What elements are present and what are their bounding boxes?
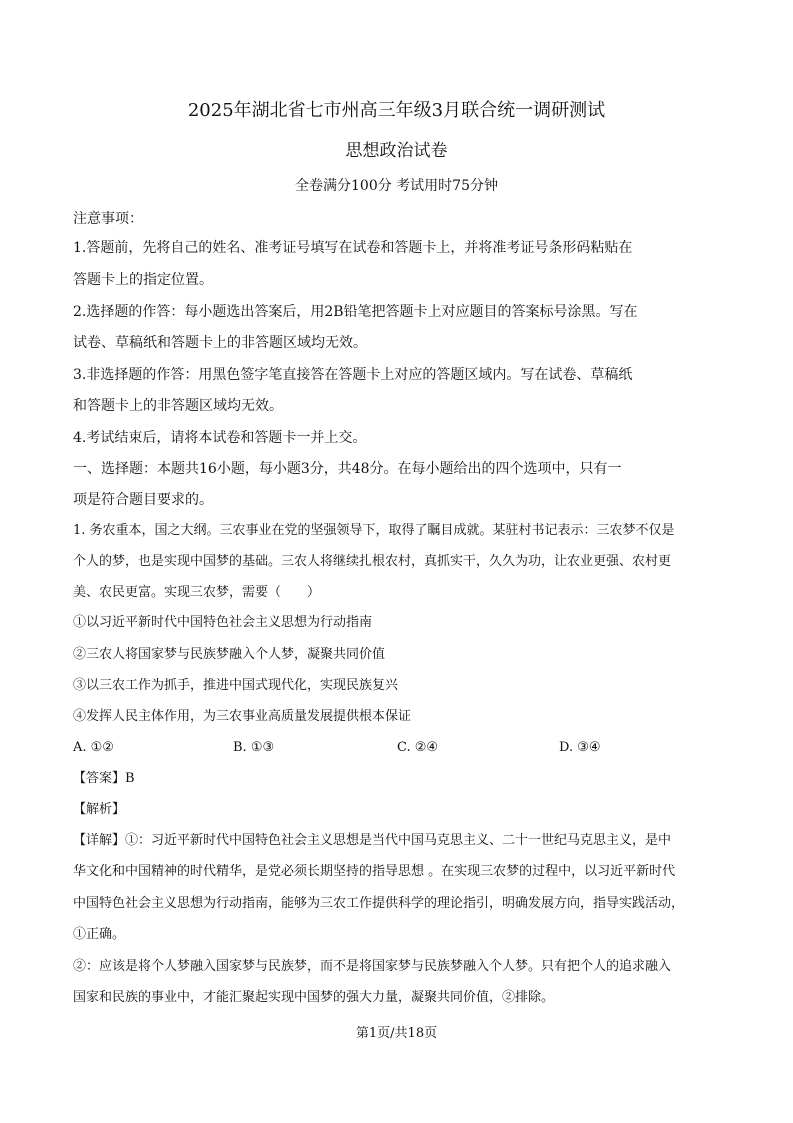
option-d: D. ③④ [559, 740, 601, 755]
question-stem-line-2: 个人的梦，也是实现中国梦的基础。三农人将继续扎根农村，真抓实干，久久为功，让农业更强、农村更 [73, 554, 672, 569]
notice-heading: 注意事项： [73, 211, 143, 227]
detail-line-4: ①正确。 [73, 927, 126, 942]
statement-1: ①以习近平新时代中国特色社会主义思想为行动指南 [73, 615, 373, 630]
notice-item-3: 3.非选择题的作答：用黑色签字笔直接答在答题卡上对应的答题区域内。写在试卷、草稿纸 [73, 367, 633, 383]
detail-line-6: 国家和民族的事业中，才能汇聚起实现中国梦的强大力量，凝聚共同价值，②排除。 [73, 990, 555, 1005]
detail-line-5: ②：应该是将个人梦融入国家梦与民族梦，而不是将国家梦与民族梦融入个人梦。只有把个人的追求融入 [73, 959, 672, 974]
analysis-heading: 【解析】 [73, 802, 126, 817]
exam-meta: 全卷满分100分 考试用时75分钟 [295, 178, 498, 194]
notice-item-3-cont: 和答题卡上的非答题区域均无效。 [73, 398, 283, 414]
detail-line-1: 【详解】①：习近平新时代中国特色社会主义思想是当代中国马克思主义、二十一世纪马克思主义，是中 [73, 833, 672, 848]
notice-item-1-cont: 答题卡上的指定位置。 [73, 272, 213, 288]
notice-item-2: 2.选择题的作答：每小题选出答案后，用2B铅笔把答题卡上对应题目的答案标号涂黑。写在 [73, 304, 638, 320]
exam-title: 2025年湖北省七市州高三年级3月联合统一调研测试 [187, 100, 606, 121]
option-a: A. ①② [73, 740, 114, 755]
notice-item-2-cont: 试卷、草稿纸和答题卡上的非答题区域均无效。 [73, 335, 367, 351]
page-footer: 第1页/共18页 [355, 1026, 438, 1041]
section-heading: 一、选择题：本题共16小题，每小题3分，共48分。在每小题给出的四个选项中，只有一 [73, 461, 622, 477]
question-stem-line-1: 1. 务农重本，国之大纲。三农事业在党的坚强领导下，取得了瞩目成就。某驻村书记表示：三农梦不仅是 [73, 523, 675, 538]
statement-3: ③以三农工作为抓手，推进中国式现代化，实现民族复兴 [73, 678, 399, 693]
statement-4: ④发挥人民主体作用，为三农事业高质量发展提供根本保证 [73, 709, 412, 724]
notice-item-4: 4.考试结束后，请将本试卷和答题卡一并上交。 [73, 430, 367, 446]
statement-2: ②三农人将国家梦与民族梦融入个人梦，凝聚共同价值 [73, 647, 386, 662]
detail-line-2: 华文化和中国精神的时代精华，是党必须长期坚持的指导思想 。在实现三农梦的过程中，以习近平新时代 [73, 864, 676, 879]
section-heading-cont: 项是符合题目要求的。 [73, 492, 213, 508]
notice-item-1: 1.答题前，先将自己的姓名、准考证号填写在试卷和答题卡上，并将准考证号条形码粘贴在 [73, 240, 633, 256]
option-c: C. ②④ [397, 740, 439, 755]
answer-label: 【答案】B [73, 771, 135, 786]
detail-line-3: 中国特色社会主义思想为行动指南，能够为三农工作提供科学的理论指引，明确发展方向，指导实践活动， [73, 896, 685, 911]
question-stem-line-3: 美、农民更富。实现三农梦，需要（ ） [73, 585, 321, 600]
exam-subtitle: 思想政治试卷 [345, 141, 448, 161]
option-b: B. ①③ [233, 740, 275, 755]
